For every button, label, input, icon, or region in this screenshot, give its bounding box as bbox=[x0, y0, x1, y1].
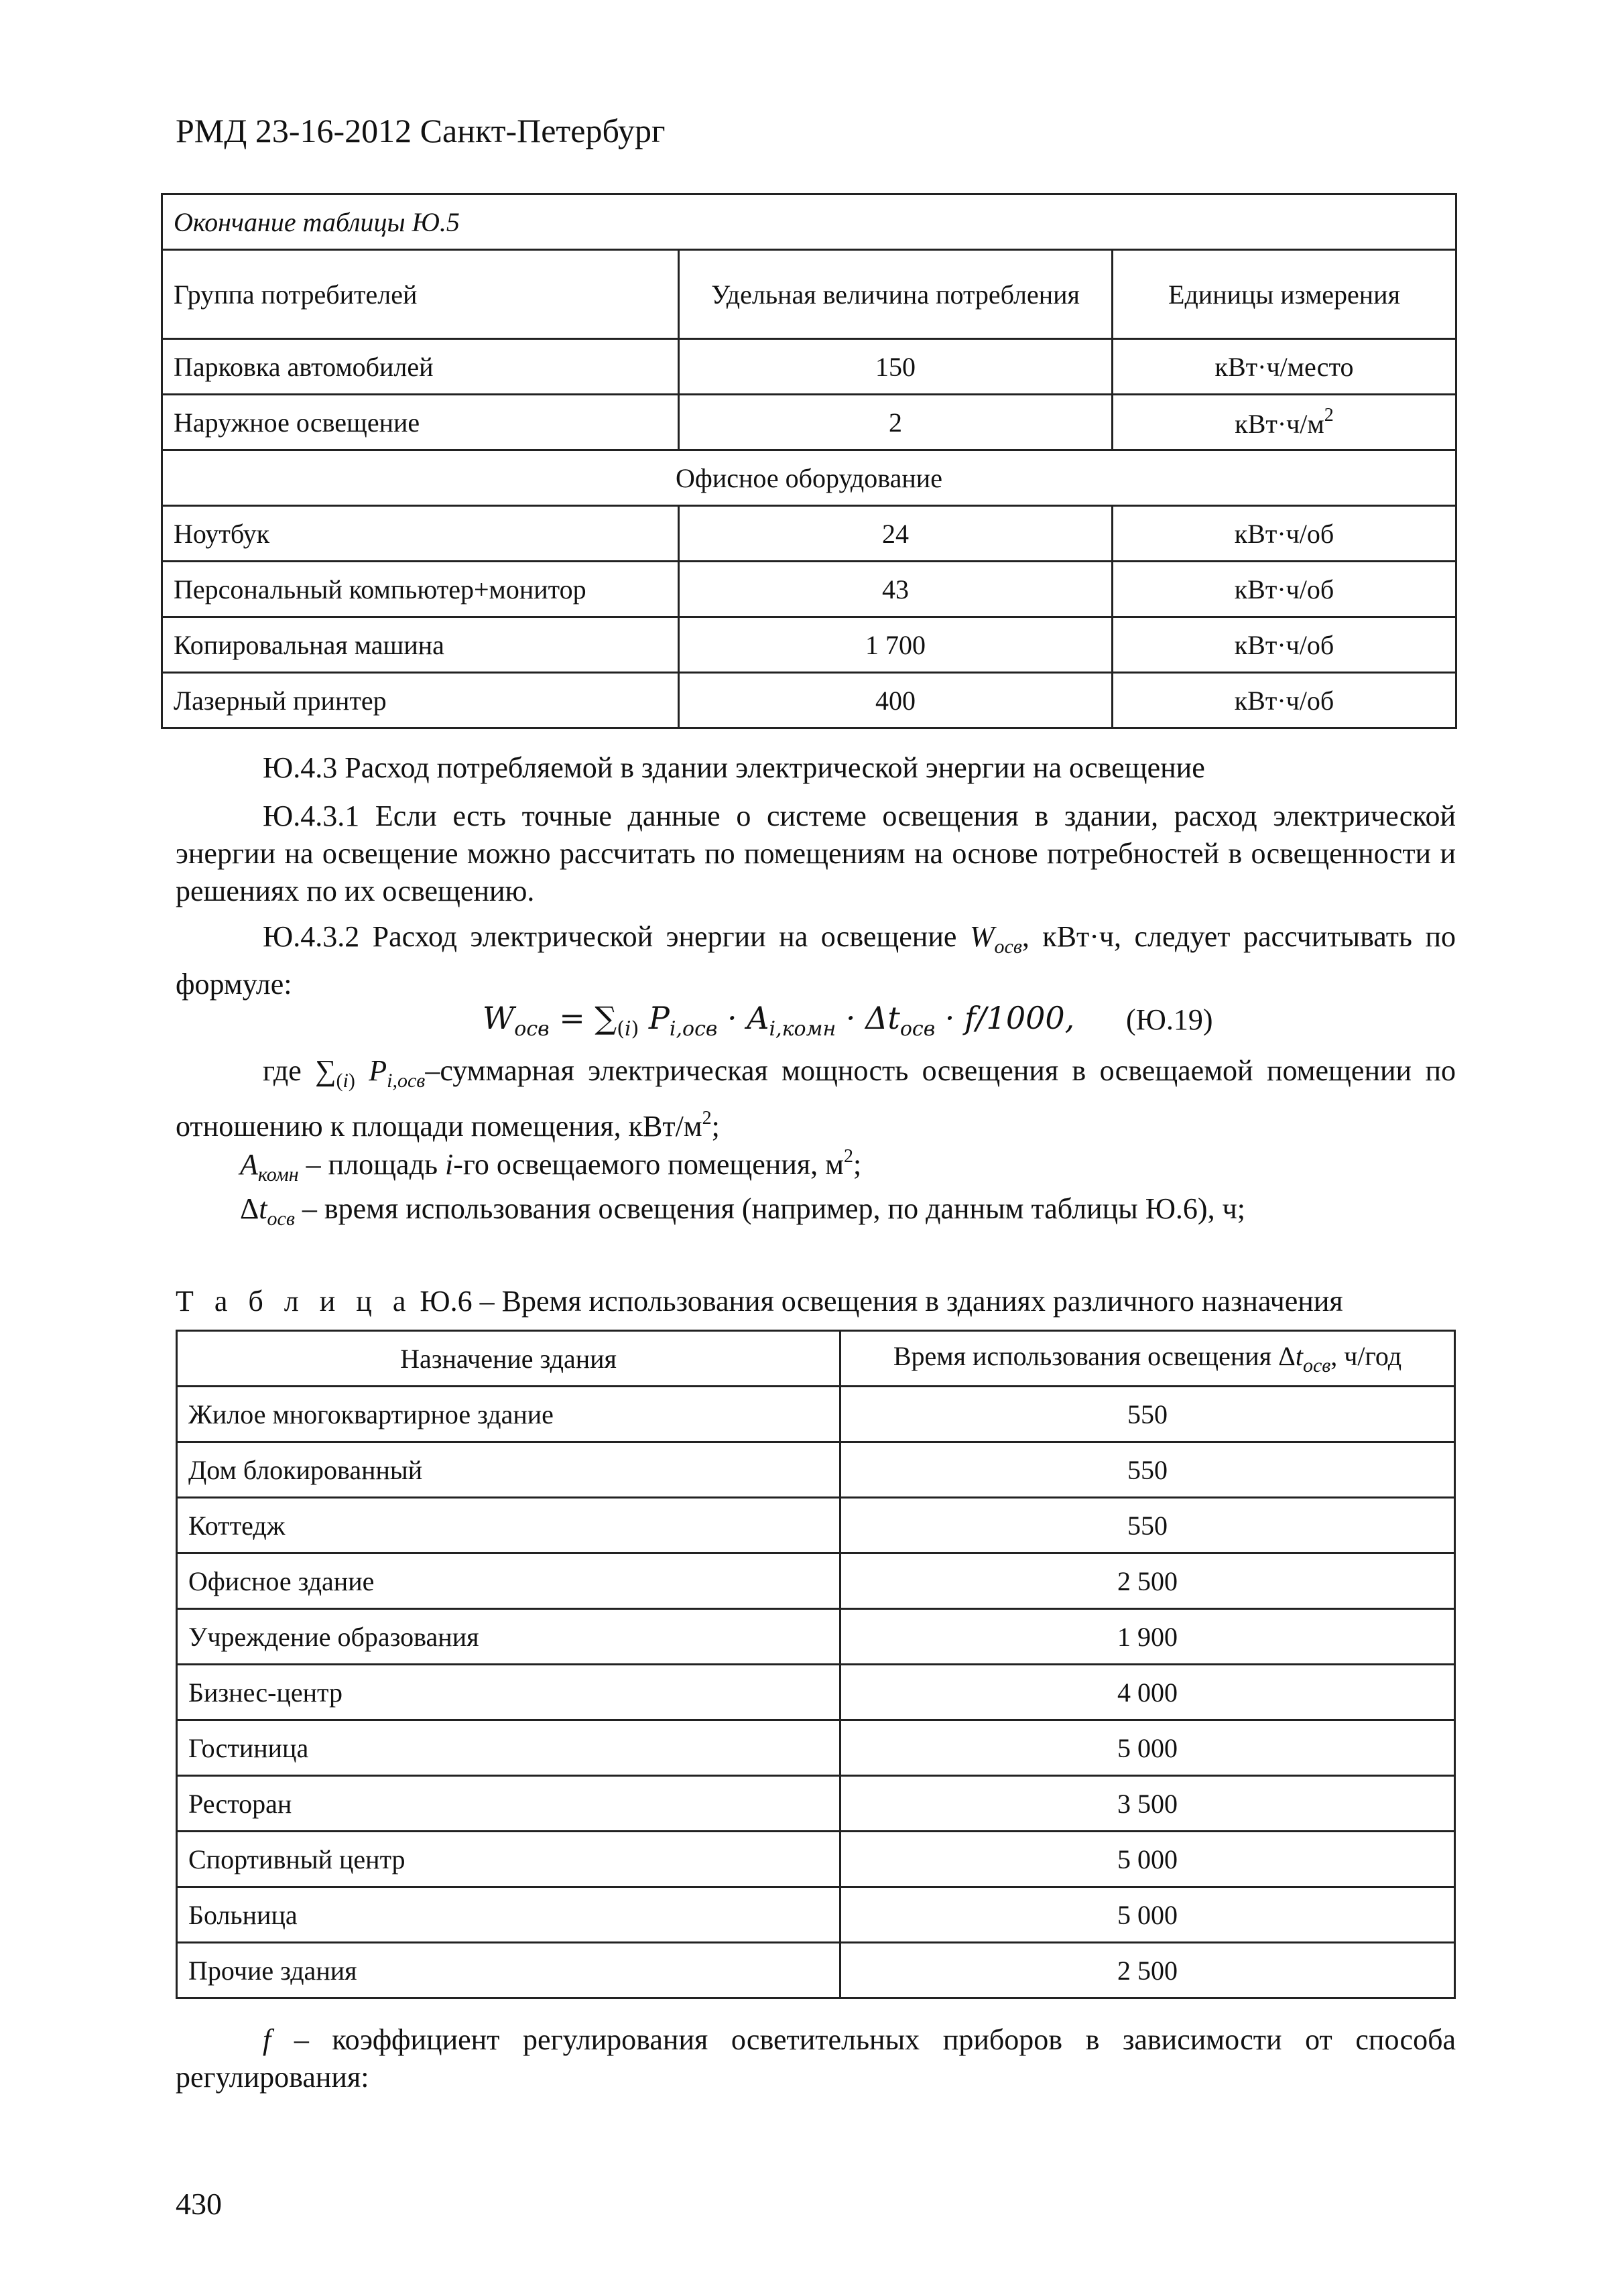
row-name: Копировальная машина bbox=[162, 617, 679, 673]
row-name: Дом блокированный bbox=[177, 1442, 840, 1498]
row-unit: кВт·ч/об bbox=[1113, 617, 1456, 673]
page-number: 430 bbox=[176, 2187, 222, 2221]
table-caption: Окончание таблицы Ю.5 bbox=[162, 194, 1456, 250]
row-name: Гостиница bbox=[177, 1720, 840, 1776]
table-yu5 bbox=[161, 193, 1457, 729]
row-name: Спортивный центр bbox=[177, 1832, 840, 1887]
row-name: Парковка автомобилей bbox=[162, 339, 679, 395]
table-row bbox=[177, 1832, 1455, 1887]
row-unit: кВт·ч/об bbox=[1113, 562, 1456, 617]
row-value: 550 bbox=[840, 1387, 1455, 1442]
table-row bbox=[177, 1553, 1455, 1609]
table-row bbox=[177, 1665, 1455, 1720]
paragraph-yu-4-3: Ю.4.3 Расход потребляемой в здании электрической энергии на освещение bbox=[263, 751, 1205, 784]
row-value: 1 700 bbox=[679, 617, 1113, 673]
row-unit: $кВт\cdot ч/м^2$ bbox=[1113, 395, 1456, 450]
table-row bbox=[177, 1720, 1455, 1776]
row-name: Больница bbox=[177, 1887, 840, 1943]
row-value: 24 bbox=[679, 506, 1113, 562]
column-header: Назначение здания bbox=[177, 1331, 840, 1387]
table-row bbox=[162, 506, 1456, 562]
table-yu6 bbox=[176, 1330, 1456, 1999]
row-value: 5 000 bbox=[840, 1720, 1455, 1776]
definition-delta-t: $\Delta t_{осв}$ – время использования освещения (например, по данным таблицы Ю.6), ч; bbox=[240, 1192, 1245, 1230]
definition-a-komn: $A_{комн}$ – площадь i-го освещаемого помещения, $м^2$; bbox=[240, 1146, 862, 1186]
row-name: Наружное освещение bbox=[162, 395, 679, 450]
row-value: 5 000 bbox=[840, 1887, 1455, 1943]
formula-number: (Ю.19) bbox=[1126, 1003, 1213, 1036]
paragraph-yu-4-3-2: Ю.4.3.2 Расход электрической энергии на освещение $W_{осв}$, кВт·ч, следует рассчитывать по формуле: bbox=[176, 920, 1456, 1001]
row-value: 2 500 bbox=[840, 1943, 1455, 1998]
row-unit: кВт·ч/об bbox=[1113, 673, 1456, 728]
row-value: 550 bbox=[840, 1442, 1455, 1498]
row-value: 3 500 bbox=[840, 1776, 1455, 1832]
row-name: Прочие здания bbox=[177, 1943, 840, 1998]
column-header: Группа потребителей bbox=[162, 250, 679, 339]
group-label: Офисное оборудование bbox=[162, 450, 1456, 506]
table-row bbox=[177, 1442, 1455, 1498]
column-header: Время использования освещения $\Delta t_{осв}$, ч/год bbox=[840, 1331, 1455, 1387]
table-row bbox=[177, 1887, 1455, 1943]
table-row bbox=[177, 1498, 1455, 1553]
table-yu6-caption: Т а б л и ц а Ю.6 – Время использования освещения в зданиях различного назначения bbox=[176, 1285, 1343, 1318]
table-row bbox=[177, 1776, 1455, 1832]
row-name: Бизнес-центр bbox=[177, 1665, 840, 1720]
row-value: 150 bbox=[679, 339, 1113, 395]
row-name: Коттедж bbox=[177, 1498, 840, 1553]
row-value: 4 000 bbox=[840, 1665, 1455, 1720]
paragraph-f-coefficient: f – коэффициент регулирования осветительных приборов в зависимости от способа регулирования: bbox=[176, 2023, 1456, 2094]
row-value: 400 bbox=[679, 673, 1113, 728]
table-row bbox=[162, 617, 1456, 673]
row-value: 1 900 bbox=[840, 1609, 1455, 1665]
row-value: 43 bbox=[679, 562, 1113, 617]
row-name: Учреждение образования bbox=[177, 1609, 840, 1665]
column-header: Единицы измерения bbox=[1113, 250, 1456, 339]
row-name: Офисное здание bbox=[177, 1553, 840, 1609]
row-name: Жилое многоквартирное здание bbox=[177, 1387, 840, 1442]
column-header: Удельная величина потребления bbox=[679, 250, 1113, 339]
paragraph-where: где $\sum_{(i)}$ $P_{i,осв}$–суммарная электрическая мощность освещения в освещаемой помещении по отношению к площади помещения, кВт/$м^2$; bbox=[176, 1054, 1456, 1143]
row-value: 550 bbox=[840, 1498, 1455, 1553]
row-name: Ноутбук bbox=[162, 506, 679, 562]
table-row bbox=[162, 395, 1456, 450]
page-header: РМД 23-16-2012 Санкт-Петербург bbox=[176, 112, 666, 149]
formula-yu-19: $W_{осв} = \sum_{(i)}$ $P_{i,осв} \cdot A_{i,комн} \cdot \Delta t_{осв} \cdot f/1000$, bbox=[483, 1000, 1075, 1041]
table-row bbox=[162, 673, 1456, 728]
row-value: 2 bbox=[679, 395, 1113, 450]
table-row bbox=[162, 562, 1456, 617]
row-value: 2 500 bbox=[840, 1553, 1455, 1609]
row-value: 5 000 bbox=[840, 1832, 1455, 1887]
row-unit: кВт·ч/место bbox=[1113, 339, 1456, 395]
table-row bbox=[177, 1943, 1455, 1998]
table-row bbox=[177, 1609, 1455, 1665]
paragraph-yu-4-3-1: Ю.4.3.1 Если есть точные данные о системе освещения в здании, расход электрической энергии на освещение можно рассчитать по помещениям на основе потребностей в освещенности и решениях по их освещению. bbox=[176, 800, 1456, 907]
row-unit: кВт·ч/об bbox=[1113, 506, 1456, 562]
row-name: Лазерный принтер bbox=[162, 673, 679, 728]
row-name: Ресторан bbox=[177, 1776, 840, 1832]
row-name: Персональный компьютер+монитор bbox=[162, 562, 679, 617]
table-row bbox=[162, 339, 1456, 395]
table-row bbox=[177, 1387, 1455, 1442]
